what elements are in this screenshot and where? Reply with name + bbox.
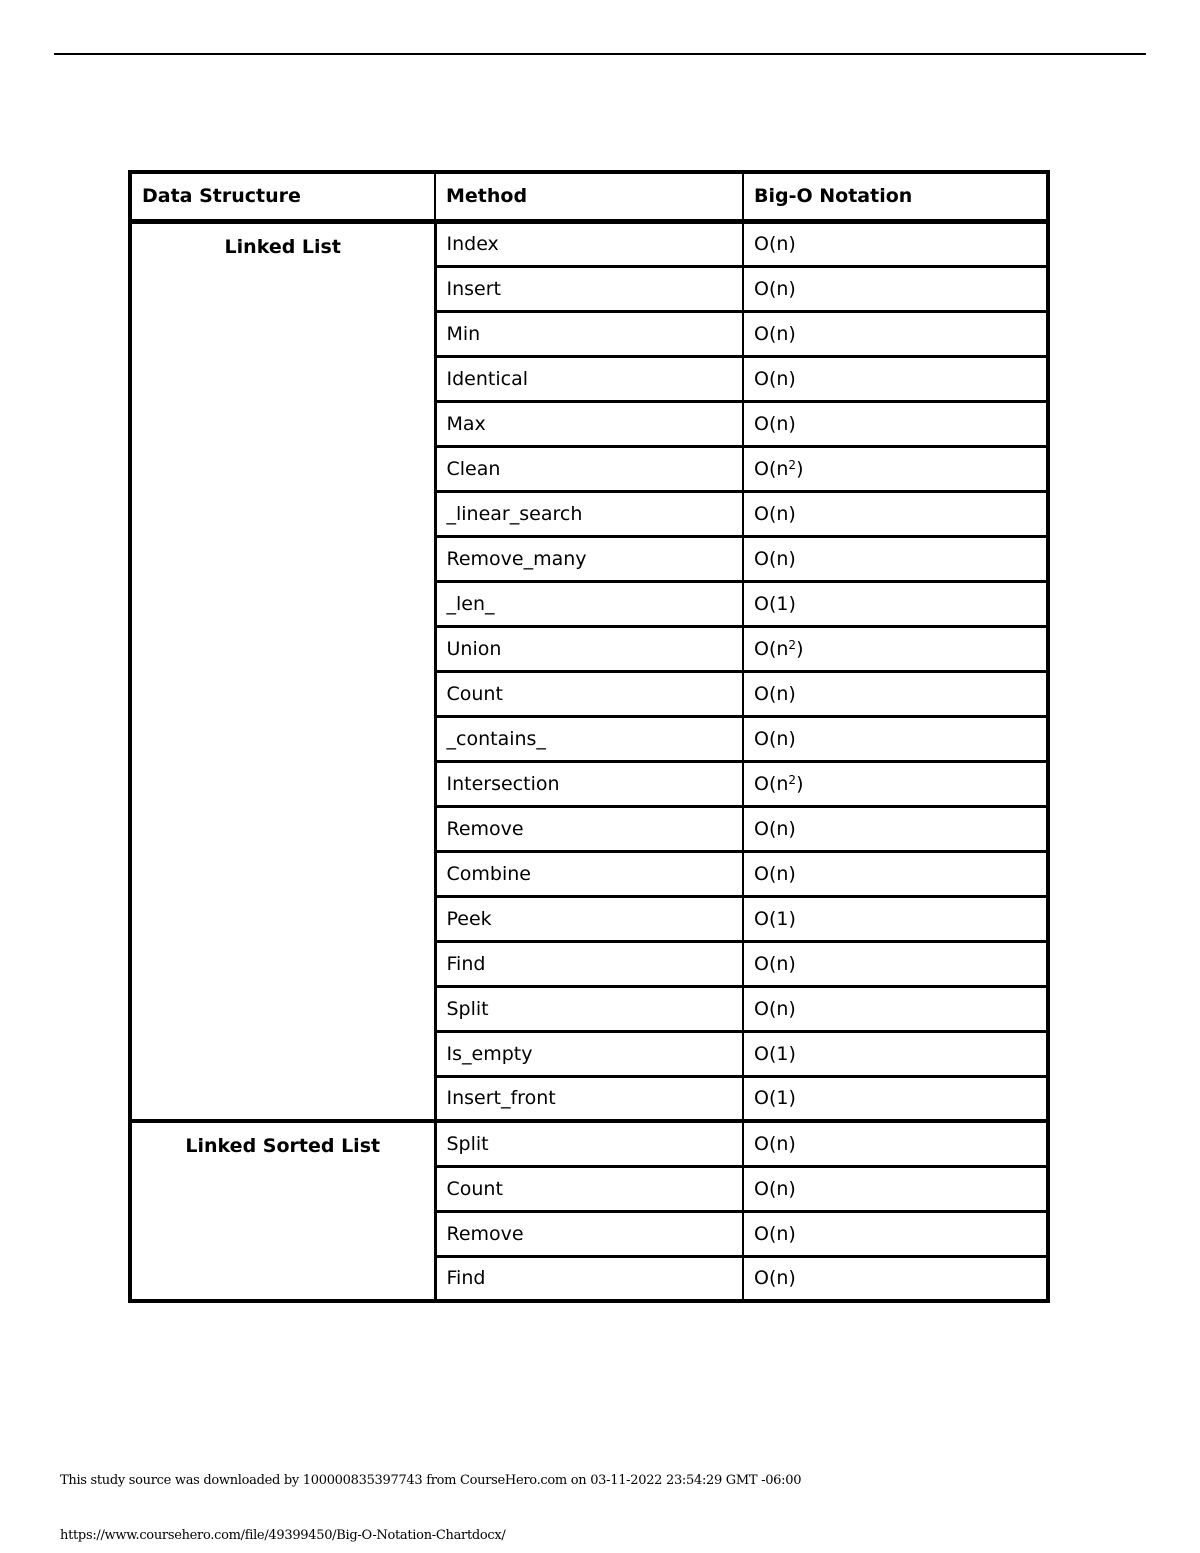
method-cell: Clean <box>435 446 743 491</box>
header-data-structure: Data Structure <box>130 172 435 221</box>
method-cell: Combine <box>435 851 743 896</box>
method-cell: _contains_ <box>435 716 743 761</box>
data-structure-cell: Linked List <box>130 221 435 1121</box>
table-header-row <box>130 172 1048 221</box>
exponent: 2 <box>788 637 797 652</box>
exponent: 2 <box>788 772 797 787</box>
big-o-cell: O(n) <box>743 1166 1048 1211</box>
big-o-cell: O(1) <box>743 896 1048 941</box>
method-cell: Union <box>435 626 743 671</box>
big-o-cell: O(n) <box>743 986 1048 1031</box>
big-o-cell: O(n) <box>743 941 1048 986</box>
big-o-cell: $O(n^2)$ <box>743 446 1048 491</box>
big-o-cell: O(n) <box>743 266 1048 311</box>
method-cell: Count <box>435 1166 743 1211</box>
method-cell: Find <box>435 941 743 986</box>
header-method: Method <box>435 172 743 221</box>
table-row <box>130 1121 1048 1166</box>
big-o-cell: O(n) <box>743 221 1048 266</box>
source-url[interactable]: https://www.coursehero.com/file/49399450/Big-O-Notation-Chartdocx/ <box>60 1528 506 1543</box>
download-note: This study source was downloaded by 100000835397743 from CourseHero.com on 03-11-2022 23:54:29 GMT -06:00 <box>60 1473 802 1488</box>
header-big-o-notation: Big-O Notation <box>743 172 1048 221</box>
big-o-cell: O(n) <box>743 1256 1048 1301</box>
big-o-cell: O(n) <box>743 1121 1048 1166</box>
big-o-cell: $O(n^2)$ <box>743 761 1048 806</box>
method-cell: Max <box>435 401 743 446</box>
table-row <box>130 221 1048 266</box>
big-o-cell: O(n) <box>743 1211 1048 1256</box>
big-o-cell: O(n) <box>743 401 1048 446</box>
method-cell: Count <box>435 671 743 716</box>
big-o-cell: O(n) <box>743 716 1048 761</box>
big-o-cell: O(n) <box>743 806 1048 851</box>
big-o-cell: O(n) <box>743 851 1048 896</box>
table-body <box>130 221 1048 1301</box>
method-cell: Min <box>435 311 743 356</box>
big-o-table <box>128 170 1050 1303</box>
big-o-cell: O(1) <box>743 1076 1048 1121</box>
method-cell: Remove <box>435 1211 743 1256</box>
method-cell: Intersection <box>435 761 743 806</box>
big-o-cell: O(n) <box>743 671 1048 716</box>
method-cell: Identical <box>435 356 743 401</box>
top-rule <box>54 53 1146 55</box>
exponent: 2 <box>788 457 797 472</box>
method-cell: Split <box>435 1121 743 1166</box>
method-cell: Insert <box>435 266 743 311</box>
big-o-cell: O(1) <box>743 581 1048 626</box>
big-o-cell: O(n) <box>743 356 1048 401</box>
method-cell: Peek <box>435 896 743 941</box>
method-cell: _len_ <box>435 581 743 626</box>
method-cell: Find <box>435 1256 743 1301</box>
big-o-cell: O(n) <box>743 491 1048 536</box>
method-cell: Index <box>435 221 743 266</box>
big-o-cell: O(n) <box>743 536 1048 581</box>
data-structure-cell: Linked Sorted List <box>130 1121 435 1301</box>
method-cell: _linear_search <box>435 491 743 536</box>
method-cell: Is_empty <box>435 1031 743 1076</box>
method-cell: Insert_front <box>435 1076 743 1121</box>
big-o-cell: O(1) <box>743 1031 1048 1076</box>
method-cell: Remove_many <box>435 536 743 581</box>
big-o-cell: $O(n^2)$ <box>743 626 1048 671</box>
big-o-cell: O(n) <box>743 311 1048 356</box>
method-cell: Split <box>435 986 743 1031</box>
method-cell: Remove <box>435 806 743 851</box>
